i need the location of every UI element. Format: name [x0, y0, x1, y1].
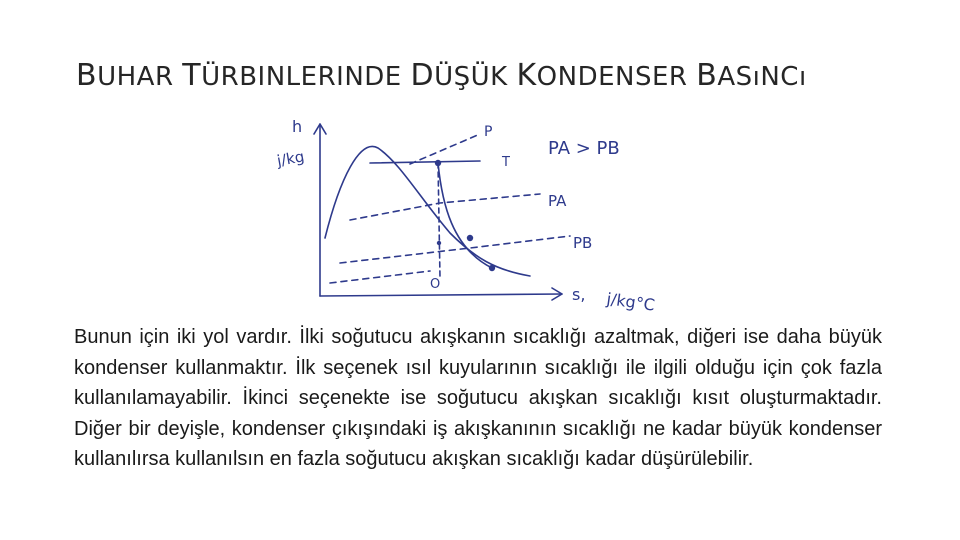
title-word-4: KONDENSER [516, 58, 697, 93]
state-point-s [437, 241, 441, 245]
hs-diagram-sketch [270, 108, 690, 320]
label-pa: PA [548, 192, 567, 210]
state-point-pb [489, 265, 495, 271]
turbine-horizontal [370, 161, 480, 163]
isobar-pa [350, 194, 540, 220]
y-axis-label: h [292, 117, 303, 136]
label-p: P [484, 124, 493, 140]
label-t: T [502, 155, 510, 170]
state-point-pa [467, 235, 473, 241]
slide-title [76, 58, 807, 93]
label-pb: PB [573, 234, 593, 252]
title-word-1: BUHAR [76, 58, 183, 93]
saturation-dome [325, 146, 530, 276]
label-o: O [430, 277, 441, 292]
isobar-low [330, 271, 430, 283]
x-axis [320, 294, 562, 296]
title-word-2: TÜRBINLERINDE [182, 58, 411, 93]
label-relation: PA > PB [548, 138, 620, 159]
state-point-t [435, 160, 441, 166]
x-axis-unit: j/kg°C [605, 289, 657, 315]
expansion-line [438, 163, 492, 268]
title-word-3: DÜŞÜK [410, 58, 517, 93]
isobar-pb [340, 236, 570, 263]
x-axis-label: s, [572, 285, 586, 304]
y-axis-unit: j/kg [275, 147, 306, 170]
body-paragraph: Bunun için iki yol vardır. İlki soğutucu akışkanın sıcaklığı azaltmak, diğeri ise daha büyük kondenser kullanmaktır. İlk seçenek ısıl kuyularının sıcaklığı ile ilgili olduğu için çok fazla kullanılamayabilir. İkinci seçenekte ise soğutucu akışkan sıcaklığı kısıt oluşturmaktadır. Diğer bir deyişle, kondenser çıkışındaki iş akışkanının sıcaklığı ne kadar büyük kondenser kullanılırsa kullanılsın en fazla soğutucu akışkan sıcaklığı kadar düşürülebilir. [74, 326, 882, 470]
title-word-5: BASıNCı [696, 58, 807, 93]
isobar-p [410, 134, 480, 164]
